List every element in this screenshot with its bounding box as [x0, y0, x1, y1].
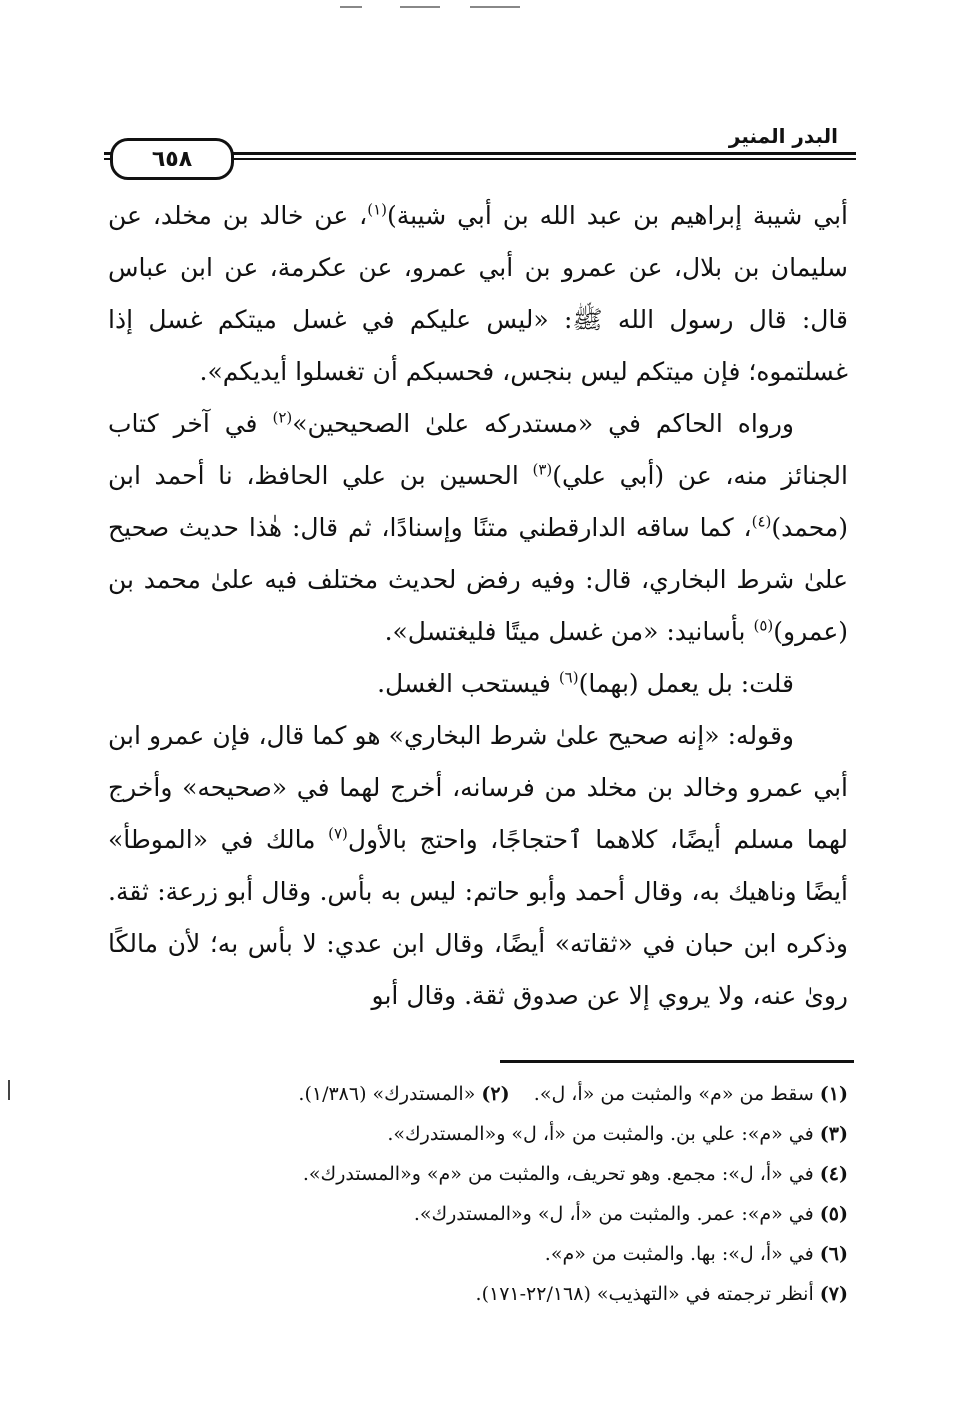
footnote: (٥) في «م»: عمر. والمثبت من «أ، ل» و«المستدرك». — [413, 1203, 848, 1225]
footnote-ref: (٧) — [328, 824, 348, 843]
footnote: (١) سقط من «م» والمثبت من «أ، ل». (٢) «المستدرك» (١/٣٨٦). — [298, 1083, 848, 1105]
footnote-ref: (٤) — [751, 512, 772, 531]
scan-mark — [8, 1080, 10, 1100]
scan-mark — [400, 6, 440, 8]
paragraph: ورواه الحاكم في «مستدركه علىٰ الصحيحين»$^{(٢)}$ في آخر كتاب الجنائز منه، عن (أبي علي)$^{(٣)}$ الحسين بن علي الحافظ، نا أحمد ابن (محمد)$^{(٤)}$، كما ساقه الدارقطني متنًا وإسنادًا، ثم قال: هٰذا حديث صحيح علىٰ شرط البخاري، قال: وفيه رفض لحديث مختلف فيه علىٰ محمد بن (عمرو)$^{(٥)}$ بأسانيد: «من غسل ميتًا فليغتسل». — [108, 408, 848, 646]
paragraph: أبي شيبة إبراهيم بن عبد الله بن أبي شيبة)$^{(١)}$، عن خالد بن مخلد، عن سليمان بن بلال، عن عمرو بن أبي عمرو، عن عكرمة، عن ابن عباس قال: قال رسول الله ﷺ: «ليس عليكم في غسل ميتكم غسل إذا غسلتموه؛ فإن ميتكم ليس بنجس، فحسبكم أن تغسلوا أيديكم». — [108, 200, 849, 386]
footnote-ref: (١) — [367, 200, 387, 219]
footnote: (٧) أنظر ترجمته في «التهذيب» (٢٢/١٦٨-١٧١). — [475, 1283, 848, 1305]
footnotes — [180, 1074, 848, 1314]
footnote: (٤) في «أ، ل»: مجمع. وهو تحريف، والمثبت من «م» و«المستدرك». — [302, 1163, 848, 1185]
paragraph: وقوله: «إنه صحيح علىٰ شرط البخاري» هو كما قال، فإن عمرو ابن أبي عمرو وخالد بن مخلد من فرسانه، أخرج لهما في «صحيحه» وأخرج لهما مسلم أيضًا، كلاهما ٱحتجاجًا، واحتج بالأول$^{(٧)}$ مالك في «الموطأ» أيضًا وناهيك به، وقال أحمد وأبو حاتم: ليس به بأس. وقال أبو زرعة: ثقة. وذكره ابن حبان في «ثقاته» أيضًا، وقال ابن عدي: لا بأس به؛ لأن مالكًا روىٰ عنه، ولا يروي إلا عن صدوق ثقة. وقال أبو — [108, 721, 848, 1010]
footnote-separator — [500, 1060, 854, 1063]
footnote-ref: (٦) — [558, 668, 579, 687]
book-title: البدر المنير — [728, 124, 838, 148]
scan-mark — [340, 6, 362, 8]
paragraph: قلت: بل يعمل (بهما)$^{(٦)}$ فيستحب الغسل. — [377, 668, 794, 698]
footnote: (٦) في «أ، ل»: بها. والمثبت من «م». — [544, 1243, 848, 1265]
scan-mark — [470, 6, 520, 8]
main-text — [108, 190, 848, 1022]
page-number-text: ٦٥٨ — [151, 146, 193, 172]
footnote-ref: (٢) — [272, 408, 293, 427]
footnote-ref: (٣) — [532, 460, 553, 479]
page-number — [110, 138, 234, 180]
footnote-ref: (٥) — [753, 616, 774, 635]
footnote: (٣) في «م»: علي بن. والمثبت من «أ، ل» و«المستدرك». — [387, 1123, 848, 1145]
page-header — [104, 120, 856, 170]
